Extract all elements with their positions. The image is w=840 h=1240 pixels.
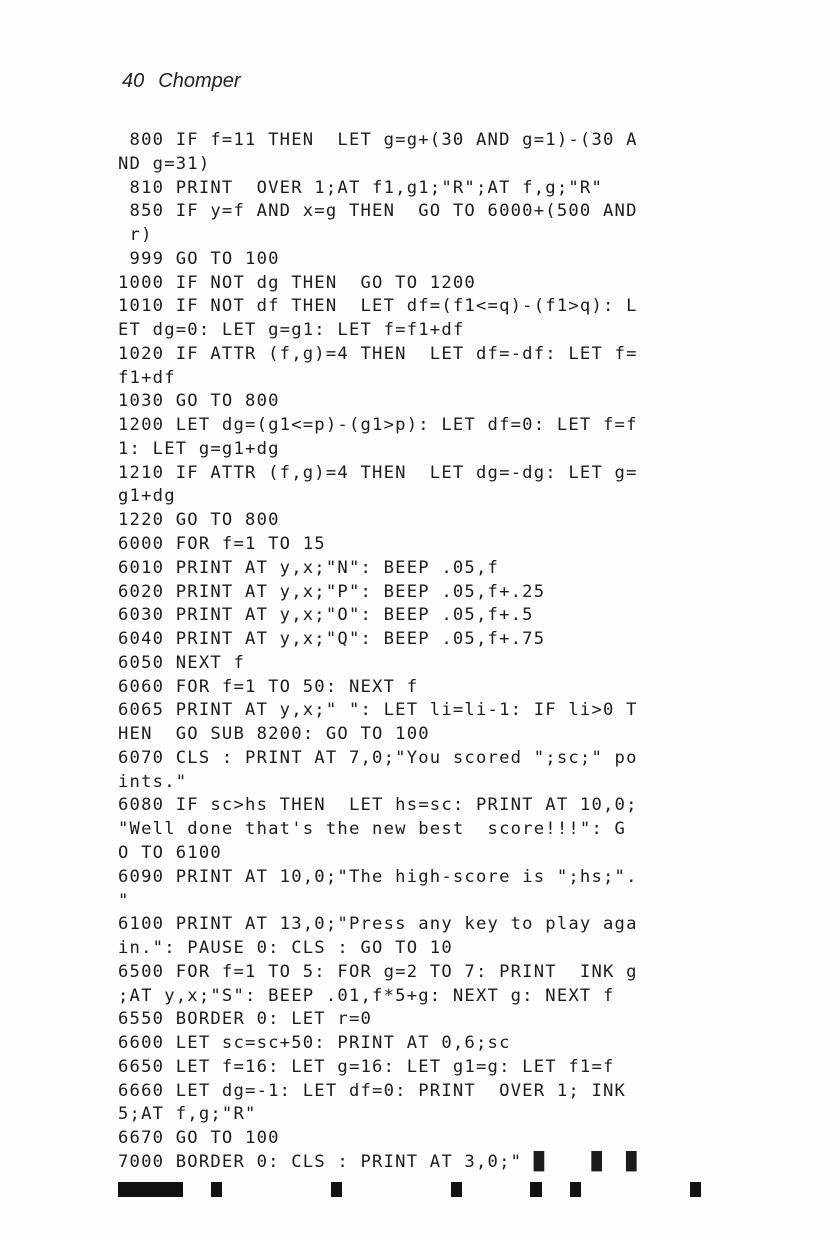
code-line: 6100 PRINT AT 13,0;"Press any key to play aga <box>118 914 638 935</box>
code-line: 6090 PRINT AT 10,0;"The high-score is ";hs;". <box>118 866 638 887</box>
code-line: 1200 LET dg=(g1<=p)-(g1>p): LET df=0: LET f=f <box>118 415 638 436</box>
code-line: 6650 LET f=16: LET g=16: LET g1=g: LET f1=f <box>118 1056 615 1077</box>
code-line: " <box>118 890 130 911</box>
code-line: 800 IF f=11 THEN LET g=g+(30 AND g=1)-(30 A <box>118 130 638 150</box>
code-line: 5;AT f,g;"R" <box>118 1104 257 1125</box>
code-line: 6660 LET dg=-1: LET df=0: PRINT OVER 1; INK <box>118 1080 627 1101</box>
code-line: 850 IF y=f AND x=g THEN GO TO 6000+(500 AND <box>118 201 638 222</box>
code-line: f1+df <box>118 367 176 388</box>
code-line: ND g=31) <box>118 153 211 174</box>
code-line: r) <box>118 225 153 246</box>
graphic-block <box>331 1182 342 1197</box>
graphic-block <box>530 1182 541 1197</box>
code-line: 1220 GO TO 800 <box>118 510 280 531</box>
code-line: g1+dg <box>118 486 176 507</box>
graphic-block <box>211 1182 222 1197</box>
chapter-title: Chomper <box>158 70 241 92</box>
graphic-block <box>451 1182 462 1197</box>
graphic-block <box>118 1182 183 1197</box>
code-line: O TO 6100 <box>118 842 222 863</box>
graphic-block <box>570 1182 581 1197</box>
code-line: HEN GO SUB 8200: GO TO 100 <box>118 724 430 745</box>
code-line: 6070 CLS : PRINT AT 7,0;"You scored ";sc;" po <box>118 747 638 768</box>
code-line: 810 PRINT OVER 1;AT f1,g1;"R";AT f,g;"R" <box>118 177 604 198</box>
code-line: 6600 LET sc=sc+50: PRINT AT 0,6;sc <box>118 1033 511 1054</box>
basic-program-listing <box>118 129 718 1203</box>
code-line: 1030 GO TO 800 <box>118 391 280 412</box>
code-line: 6670 GO TO 100 <box>118 1128 280 1149</box>
code-line: 6020 PRINT AT y,x;"P": BEEP .05,f+.25 <box>118 581 546 602</box>
code-line: 1010 IF NOT df THEN LET df=(f1<=q)-(f1>q): L <box>118 296 638 317</box>
graphic-block-row <box>118 1177 718 1203</box>
code-line: 1: LET g=g1+dg <box>118 438 280 459</box>
code-line: 1210 IF ATTR (f,g)=4 THEN LET dg=-dg: LET g= <box>118 462 638 483</box>
code-line: 999 GO TO 100 <box>118 248 280 269</box>
code-line: 1000 IF NOT dg THEN GO TO 1200 <box>118 272 476 293</box>
code-line: 6550 BORDER 0: LET r=0 <box>118 1009 373 1030</box>
code-line: 7000 BORDER 0: CLS : PRINT AT 3,0;" █ █ █ <box>118 1151 638 1172</box>
code-line: 6010 PRINT AT y,x;"N": BEEP .05,f <box>118 557 500 578</box>
code-line: 6080 IF sc>hs THEN LET hs=sc: PRINT AT 10,0; <box>118 795 638 816</box>
code-line: ;AT y,x;"S": BEEP .01,f*5+g: NEXT g: NEXT f <box>118 985 615 1006</box>
code-line: ET dg=0: LET g=g1: LET f=f1+df <box>118 320 465 341</box>
code-line: 6500 FOR f=1 TO 5: FOR g=2 TO 7: PRINT INK g <box>118 961 638 982</box>
page-number: 40 <box>122 70 145 92</box>
code-line: 6065 PRINT AT y,x;" ": LET li=li-1: IF li>0 T <box>118 700 638 721</box>
graphic-block <box>690 1182 701 1197</box>
code-line: 1020 IF ATTR (f,g)=4 THEN LET df=-df: LET f= <box>118 343 638 364</box>
code-line: 6040 PRINT AT y,x;"Q": BEEP .05,f+.75 <box>118 629 546 650</box>
code-line: 6050 NEXT f <box>118 652 246 673</box>
code-line: in.": PAUSE 0: CLS : GO TO 10 <box>118 938 453 959</box>
code-line: ints." <box>118 771 188 792</box>
code-line: 6060 FOR f=1 TO 50: NEXT f <box>118 676 419 697</box>
page-header <box>122 70 241 93</box>
code-line: "Well done that's the new best score!!!": G <box>118 819 627 840</box>
code-line: 6030 PRINT AT y,x;"O": BEEP .05,f+.5 <box>118 605 534 626</box>
code-line: 6000 FOR f=1 TO 15 <box>118 534 326 555</box>
